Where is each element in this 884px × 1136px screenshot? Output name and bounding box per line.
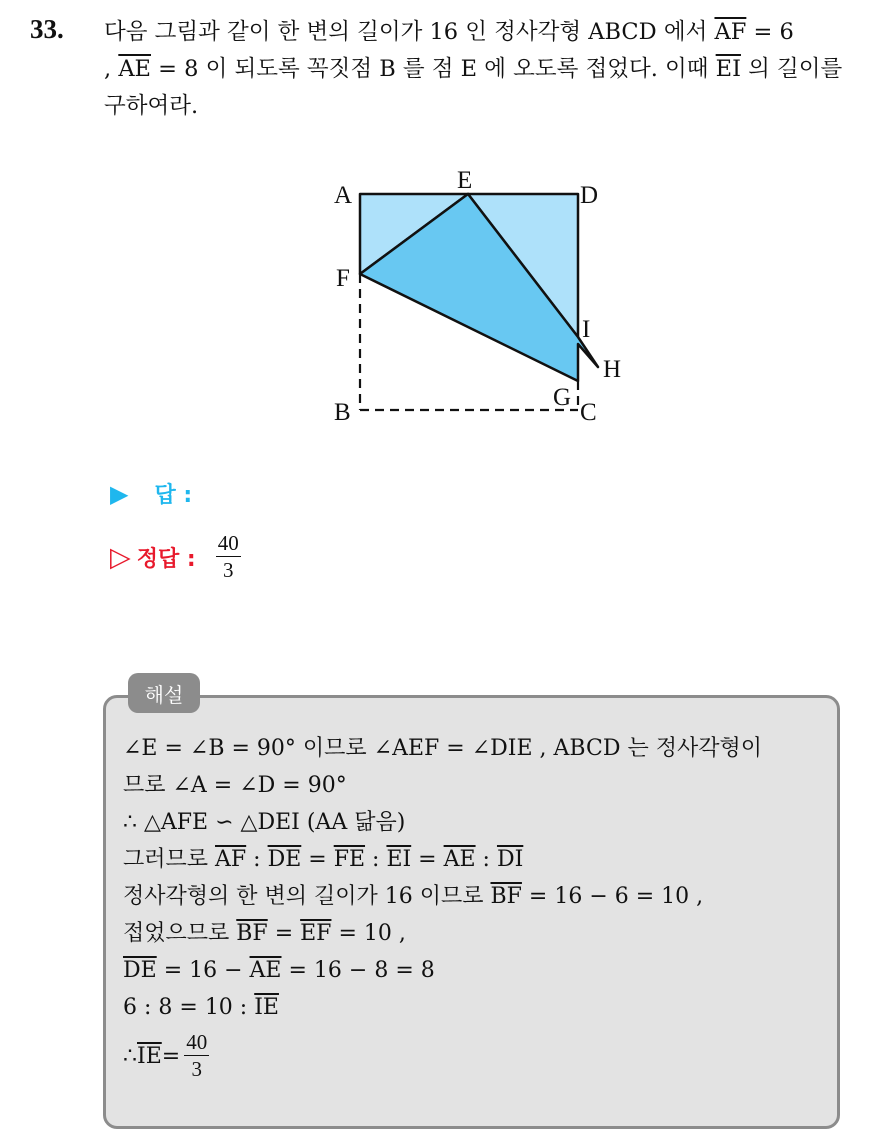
- solution-text: = 16 −: [156, 958, 250, 983]
- question-text: [104, 14, 864, 125]
- solution-text: = 16 − 6 = 10 ,: [521, 884, 704, 909]
- solution-text: ∴: [123, 1043, 137, 1069]
- answer-input-row: [110, 478, 192, 509]
- solution-text: 접었으므로: [123, 921, 237, 946]
- solution-line: ∴ △AFE ∽ △DEI (AA 닮음): [123, 810, 406, 835]
- segment-ef: $\overline{EF}$: [300, 921, 332, 946]
- segment-ie: $\overline{IE}$: [254, 995, 279, 1020]
- solution-text: 6 : 8 = 10 :: [123, 995, 255, 1020]
- segment-ei: $\overline{EI}$: [386, 847, 412, 872]
- question-text-part: ,: [104, 56, 119, 82]
- segment-af: $\overline{AF}$: [714, 19, 747, 45]
- solution-text: = 10 ,: [331, 921, 406, 946]
- solution-text: = 16 − 8 = 8: [281, 958, 435, 983]
- solution-line: [123, 989, 828, 1026]
- question-number: 33.: [30, 14, 64, 44]
- solution-line: [123, 841, 828, 878]
- solution-text: =: [301, 847, 334, 872]
- segment-bf: $\overline{BF}$: [490, 884, 522, 909]
- fraction-denominator: 3: [222, 558, 234, 583]
- segment-ei: $\overline{EI}$: [715, 56, 741, 82]
- solution-line: 므로 ∠A = ∠D = 90°: [123, 773, 347, 798]
- solution-text: 그러므로: [123, 847, 216, 872]
- label-e: E: [457, 167, 473, 194]
- label-c: C: [580, 399, 597, 426]
- solution-text: :: [475, 847, 497, 872]
- fraction-denominator: 3: [191, 1057, 202, 1081]
- segment-ae: $\overline{AE}$: [118, 56, 151, 82]
- solution-text: =: [267, 921, 301, 946]
- solution-line: [123, 1026, 828, 1086]
- solution-line: ∠E = ∠B = 90° 이므로 ∠AEF = ∠DIE , ABCD 는 정사각형이: [123, 736, 762, 761]
- segment-ie: $\overline{IE}$: [137, 1043, 162, 1069]
- label-f: F: [336, 265, 350, 292]
- label-h: H: [603, 356, 622, 383]
- folded-square-figure: [320, 160, 650, 430]
- segment-de: $\overline{DE}$: [267, 847, 302, 872]
- fraction-numerator: 40: [184, 1031, 209, 1056]
- segment-bf: $\overline{BF}$: [236, 921, 268, 946]
- solution-fraction: [184, 1031, 209, 1081]
- solution-text: =: [161, 1043, 181, 1069]
- correct-answer-fraction: [216, 532, 241, 582]
- label-b: B: [334, 399, 351, 426]
- solution-tab: 해설: [128, 673, 200, 713]
- solution-content: [123, 730, 828, 1086]
- correct-answer-label: 정답 :: [136, 546, 196, 572]
- segment-ae: $\overline{AE}$: [249, 958, 282, 983]
- solution-text: :: [246, 847, 268, 872]
- answer-arrow-icon: ▶: [110, 480, 129, 508]
- solution-line: [123, 915, 828, 952]
- solution-text: =: [411, 847, 444, 872]
- segment-di: $\overline{DI}$: [496, 847, 524, 872]
- answer-label: 답 :: [154, 483, 193, 508]
- question-text-part: 의 길이를 구하여라.: [104, 56, 843, 119]
- question-text-part: = 6: [746, 19, 794, 45]
- label-d: D: [580, 182, 599, 209]
- question-text-part: = 8 이 되도록 꼭짓점 B 를 점 E 에 오도록 접었다. 이때: [151, 56, 716, 82]
- segment-ae: $\overline{AE}$: [443, 847, 476, 872]
- correct-answer-row: [110, 532, 241, 582]
- label-a: A: [334, 182, 353, 209]
- question-text-part: 다음 그림과 같이 한 변의 길이가 16 인 정사각형 ABCD 에서: [104, 19, 715, 45]
- segment-af: $\overline{AF}$: [215, 847, 247, 872]
- correct-answer-arrow-icon: ▷: [110, 541, 131, 573]
- label-i: I: [582, 316, 591, 343]
- solution-line: [123, 952, 828, 989]
- segment-fe: $\overline{FE}$: [333, 847, 366, 872]
- solution-line: [123, 878, 828, 915]
- solution-text: 정사각형의 한 변의 길이가 16 이므로: [123, 884, 491, 909]
- fraction-numerator: 40: [216, 532, 241, 557]
- label-g: G: [553, 384, 572, 411]
- solution-text: :: [365, 847, 387, 872]
- segment-de: $\overline{DE}$: [123, 958, 157, 983]
